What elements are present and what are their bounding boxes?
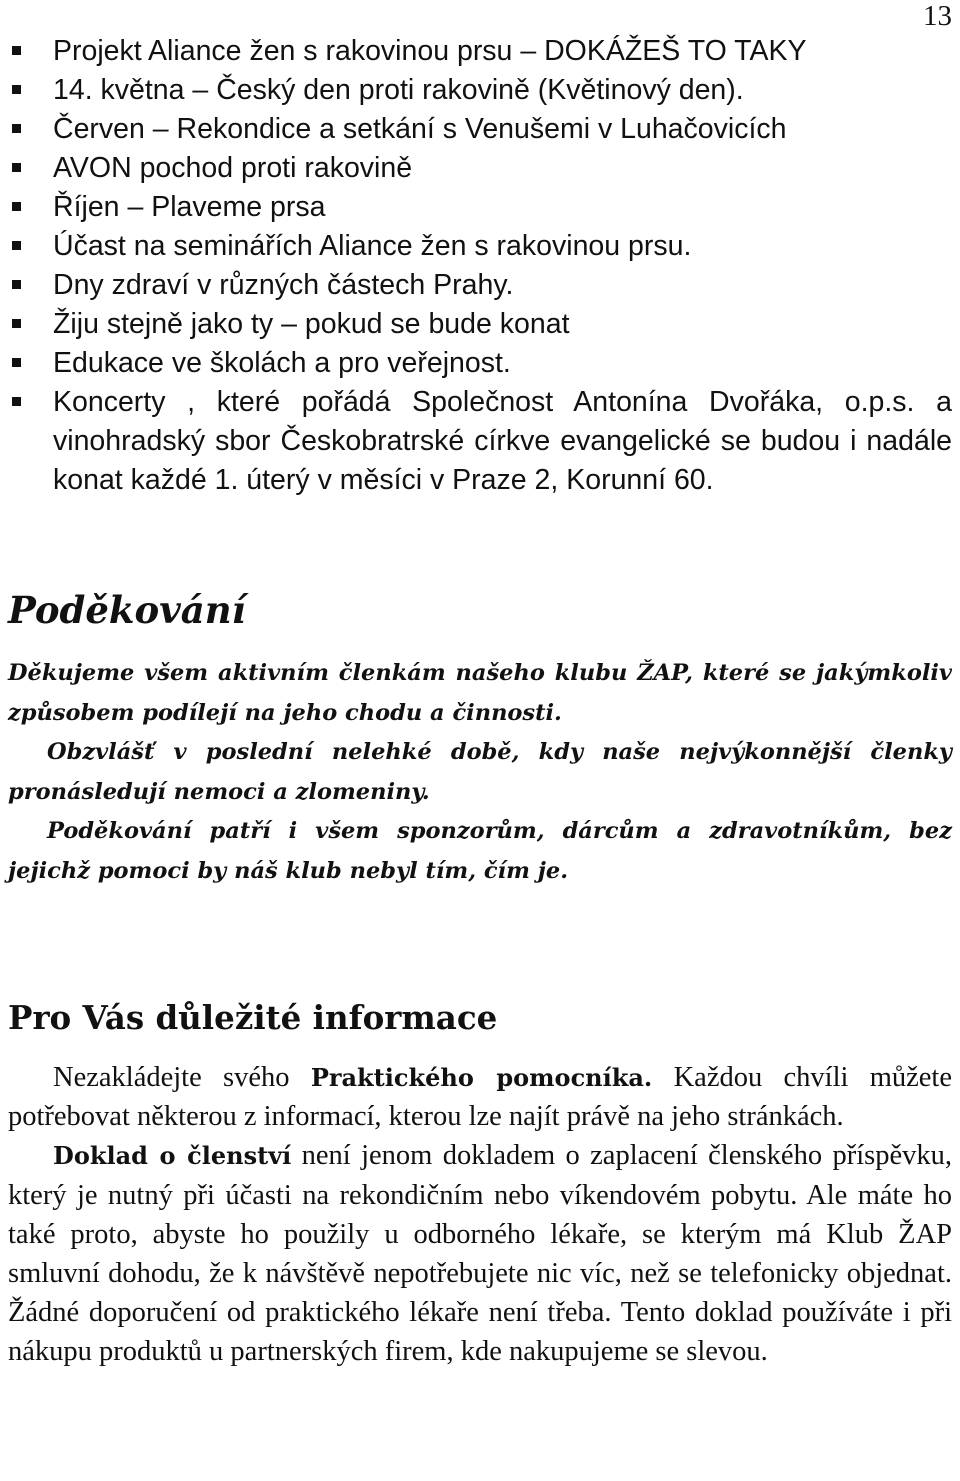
list-item-text: 14. května – Český den proti rakovině (Květinový den). [53,74,744,106]
info-text: Nezakládejte svého [53,1062,311,1093]
list-item-text: AVON pochod proti rakovině [53,152,413,184]
list-item [8,266,952,305]
list-item [8,32,952,71]
list-item [8,344,952,383]
list-item-text: Účast na seminářích Aliance žen s rakovinou prsu. [53,230,692,262]
list-item [8,305,952,344]
square-bullet-icon [12,46,21,55]
square-bullet-icon [12,85,21,94]
square-bullet-icon [12,163,21,172]
thanks-paragraph: Děkujeme všem aktivním členkám našeho klubu ŽAP, které se jakýmkoliv způsobem podílejí na jeho chodu a činnosti. [8,660,952,726]
list-item-text: Projekt Aliance žen s rakovinou prsu – DOKÁŽEŠ TO TAKY [53,35,807,67]
square-bullet-icon [12,319,21,328]
list-item [8,383,952,500]
list-item [8,227,952,266]
list-item-text: Koncerty , které pořádá Společnost Antonína Dvořáka, o.p.s. a vinohradský sbor Českobratrské církve evangelické se budou i nadále konat každé 1. úterý v měsíci v Praze 2, Korunní 60. [53,386,952,496]
info-heading: Pro Vás důležité informace [8,998,498,1037]
thanks-heading: Poděkování [8,588,246,632]
square-bullet-icon [12,241,21,250]
square-bullet-icon [12,202,21,211]
list-item [8,71,952,110]
square-bullet-icon [12,358,21,367]
info-text: není jenom dokladem o zaplacení členského příspěvku, který je nutný při účasti na rekondičním nebo víkendovém pobytu. Ale máte ho také proto, abyste ho použily u odborného lékaře, se kterým má Klub ŽAP smluvní dohodu, že k návštěvě nepotřebujete nic víc, než se telefonicky objednat. Žádné doporučení od praktického lékaře není třeba. Tento doklad používáte i při nákupu produktů u partnerských firem, kde nakupujeme se slevou. [8,1140,952,1368]
list-item-text: Edukace ve školách a pro veřejnost. [53,347,511,379]
square-bullet-icon [12,124,21,133]
list-item-text: Dny zdraví v různých částech Prahy. [53,269,514,301]
list-item-text: Žiju stejně jako ty – pokud se bude konat [53,308,570,340]
info-bold-text: Doklad o členství [53,1141,292,1171]
list-item [8,188,952,227]
square-bullet-icon [12,280,21,289]
thanks-paragraph: Poděkování patří i všem sponzorům, dárcům a zdravotníkům, bez jejichž pomoci by náš klub nebyl tím, čím je. [8,818,952,884]
info-paragraph [8,1058,952,1136]
info-paragraph [8,1136,952,1371]
info-text: Každou chvíli můžete potřebovat některou z informací, kterou lze najít právě na jeho stránkách. [8,1062,952,1133]
thanks-body [8,654,952,891]
info-body [8,1058,952,1372]
events-list [8,32,952,500]
list-item-text: Říjen – Plaveme prsa [53,191,326,223]
thanks-paragraph: Obzvlášť v poslední nelehké době, kdy naše nejvýkonnější členky pronásledují nemoci a zlomeniny. [8,739,952,805]
list-item-text: Červen – Rekondice a setkání s Venušemi v Luhačovicích [53,113,787,145]
list-item [8,110,952,149]
info-bold-text: Praktického pomocníka. [310,1063,653,1092]
square-bullet-icon [12,397,21,406]
list-item [8,149,952,188]
page-number: 13 [923,0,952,32]
